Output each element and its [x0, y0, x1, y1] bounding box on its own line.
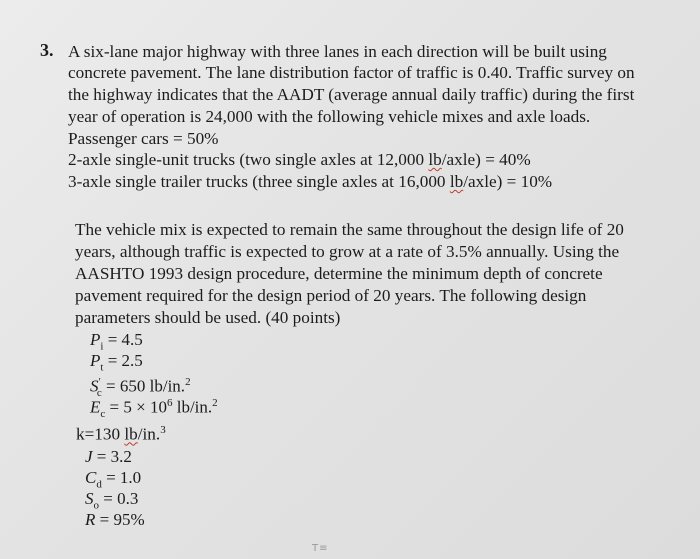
mix-three-axle-text: 3-axle single trailer trucks (three single axles at 16,000 — [68, 172, 450, 191]
paragraph2-line-4: pavement required for the design period of 20 years. The following design — [75, 286, 587, 305]
footer-mark: T≡ — [312, 543, 329, 554]
mix-two-axle-value: /axle) = 40% — [441, 150, 531, 169]
param-j-value: = 3.2 — [92, 447, 132, 466]
param-ec-sub: c — [100, 408, 106, 421]
param-sc-sub: c — [96, 387, 102, 400]
param-pi-symbol: P — [90, 330, 101, 349]
param-k-sup: 3 — [160, 424, 166, 436]
param-k-text: k=130 — [76, 424, 125, 444]
param-r — [85, 510, 145, 530]
param-pi-value: = 4.5 — [103, 330, 143, 349]
param-j-symbol: J — [85, 447, 93, 466]
param-cd-value: = 1.0 — [101, 468, 142, 487]
paragraph2-line-2: years, although traffic is expected to grow at a rate of 3.5% annually. Using the — [75, 242, 620, 261]
param-ec-symbol: E — [90, 397, 101, 417]
paragraph1-line-2: concrete pavement. The lane distribution factor of traffic is 0.40. Traffic survey on — [68, 63, 635, 82]
mix-three-axle-value: /axle) = 10% — [463, 172, 553, 191]
param-so-sub: o — [93, 499, 99, 512]
mix-three-axle — [68, 172, 552, 192]
param-k-post: /in. — [137, 424, 161, 444]
param-cd-symbol: C — [85, 468, 97, 487]
param-ec-unit: lb/in. — [172, 397, 213, 417]
param-so-value: = 0.3 — [99, 489, 139, 508]
param-ec-value: = 5 × 10 — [105, 397, 167, 417]
paragraph2-line-1: The vehicle mix is expected to remain the same throughout the design life of 20 — [75, 220, 624, 239]
param-sc-sup: 2 — [185, 376, 191, 388]
param-k — [76, 420, 166, 445]
param-ec-exponent: 6 — [166, 397, 173, 409]
param-k-unit: lb — [124, 424, 138, 444]
param-cd-sub: d — [96, 478, 102, 491]
param-sc-symbol: S — [90, 376, 99, 396]
param-sc-value: = 650 lb/in. — [101, 376, 186, 396]
question-number: 3. — [40, 40, 54, 60]
param-ec-sup: 2 — [212, 397, 218, 409]
param-j — [85, 447, 132, 467]
param-pt-sub: t — [100, 361, 104, 374]
param-r-symbol: R — [85, 510, 96, 529]
paragraph2-line-3: AASHTO 1993 design procedure, determine the minimum depth of concrete — [75, 264, 603, 283]
paragraph1-line-4: year of operation is 24,000 with the following vehicle mixes and axle loads. — [68, 107, 591, 126]
mix-two-axle-unit: lb — [428, 150, 442, 169]
param-pi-sub: i — [100, 340, 104, 353]
param-pt-value: = 2.5 — [103, 351, 143, 370]
paragraph2-line-5: parameters should be used. (40 points) — [75, 308, 341, 327]
param-pt-symbol: P — [90, 351, 101, 370]
mix-passenger: Passenger cars = 50% — [68, 129, 219, 148]
paragraph1-line-3: the highway indicates that the AADT (average annual daily traffic) during the first — [68, 85, 635, 104]
mix-two-axle — [68, 150, 531, 170]
param-sc-prime: ′ — [98, 376, 101, 388]
mix-three-axle-unit: lb — [449, 172, 464, 191]
param-so-symbol: S — [85, 489, 94, 508]
paragraph1-line-1: A six-lane major highway with three lanes in each direction will be built using — [68, 42, 607, 61]
param-r-value: = 95% — [95, 510, 145, 529]
mix-two-axle-text: 2-axle single-unit trucks (two single axles at 12,000 — [68, 150, 429, 169]
